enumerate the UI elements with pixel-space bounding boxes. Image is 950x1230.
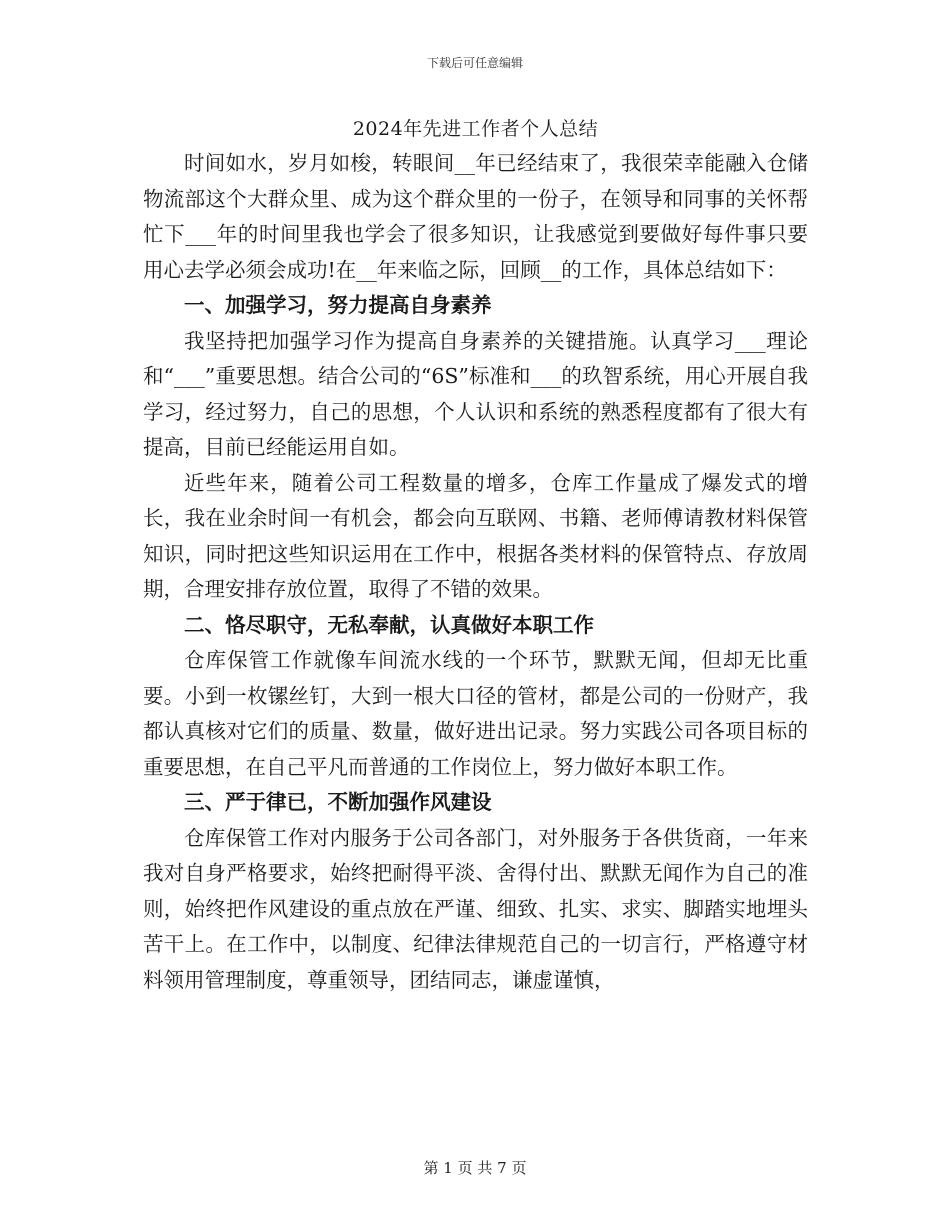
page-footer: 第 1 页 共 7 页 (423, 1159, 527, 1177)
document-title: 2024年先进工作者个人总结 (352, 118, 599, 140)
section-paragraph: 仓库保管工作对内服务于公司各部门，对外服务于各供货商，一年来我对自身严格要求，始终把耐得平淡、舍得付出、默默无闻作为自己的准则，始终把作风建设的重点放在严谨、细致、扎实、求实、脚踏实地埋头苦干上。在工作中，以制度、纪律法律规范自己的一切言行，严格遵守材料领用管理制度，尊重领导，团结同志，谦虚谨慎， (143, 825, 808, 992)
section-1 (143, 288, 808, 608)
section-heading: 一、加强学习，努力提高自身素养 (184, 293, 492, 317)
section-2 (143, 608, 808, 786)
document-body (143, 112, 808, 998)
section-paragraph: 仓库保管工作就像车间流水线的一个环节，默默无闻，但却无比重要。小到一枚镙丝钉，大到一根大口径的管材，都是公司的一份财产，我都认真核对它们的质量、数量，做好进出记录。努力实践公司各项目标的重要思想，在自己平凡而普通的工作岗位上，努力做好本职工作。 (143, 648, 808, 779)
section-3 (143, 785, 808, 998)
header-note: 下载后可任意编辑 (426, 56, 523, 70)
section-paragraph: 我坚持把加强学习作为提高自身素养的关键措施。认真学习___理论和“___”重要思想。结合公司的“6S”标准和___的玖智系统，用心开展自我学习，经过努力，自己的思想，个人认识和系统的熟悉程度都有了很大有提高，目前已经能运用自如。 (143, 328, 808, 459)
intro-paragraph: 时间如水，岁月如梭，转眼间__年已经结束了，我很荣幸能融入仓储物流部这个大群众里、成为这个群众里的一份子，在领导和同事的关怀帮忙下___年的时间里我也学会了很多知识，让我感觉到要做好每件事只要用心去学必须会成功!在__年来临之际，回顾__的工作，具体总结如下： (143, 151, 808, 282)
section-paragraph: 近些年来，随着公司工程数量的增多，仓库工作量成了爆发式的增长，我在业余时间一有机会，都会向互联网、书籍、老师傅请教材料保管知识，同时把这些知识运用在工作中，根据各类材料的保管特点、存放周期，合理安排存放位置，取得了不错的效果。 (143, 470, 808, 601)
section-heading: 三、严于律已，不断加强作风建设 (184, 790, 492, 814)
section-heading: 二、恪尽职守，无私奉献，认真做好本职工作 (184, 612, 594, 637)
